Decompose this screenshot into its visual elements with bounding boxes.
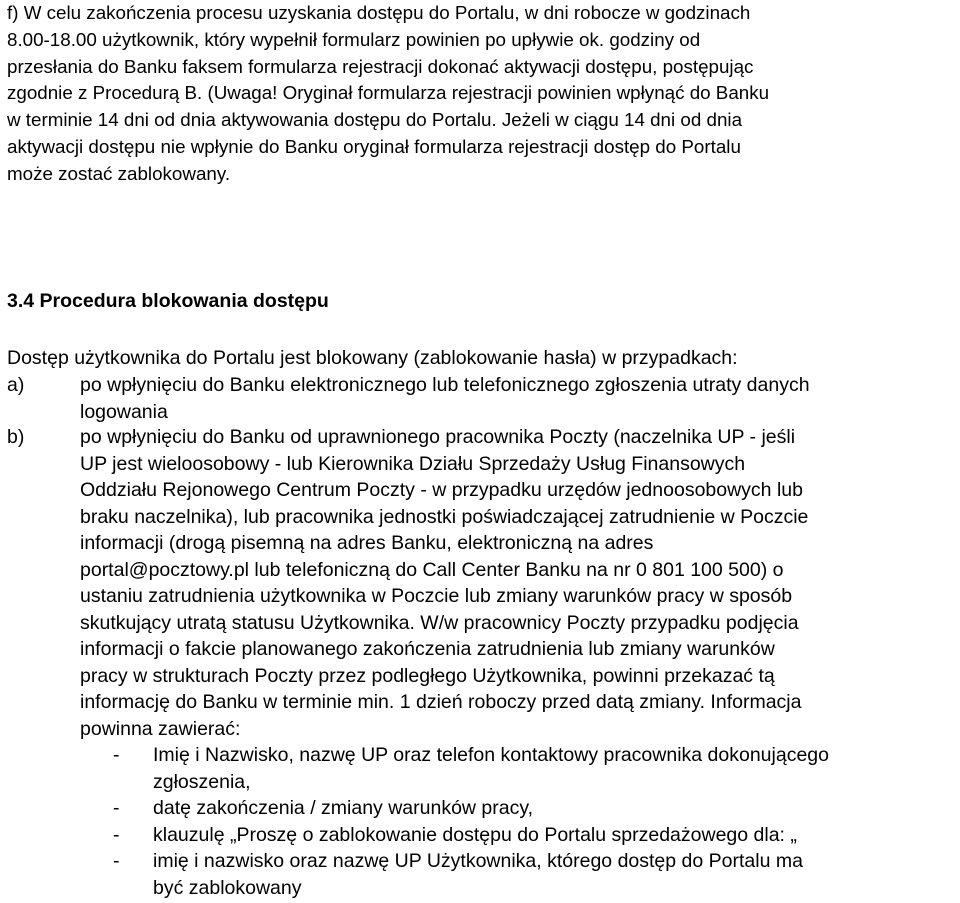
list-item-line: informację do Banku w terminie min. 1 dzień roboczy przed datą zmiany. Informacja — [80, 691, 802, 713]
paragraph-f-line: może zostać zablokowany. — [7, 162, 231, 184]
dash-bullet: - — [113, 823, 120, 846]
list-marker-b: b) — [7, 426, 25, 448]
list-item-line: po wpłynięciu do Banku od uprawnionego pracownika Poczty (naczelnika UP - jeśli — [80, 426, 796, 448]
required-info-item — [113, 822, 958, 849]
required-info-line: Imię i Nazwisko, nazwę UP oraz telefon kontaktowy pracownika dokonującego — [153, 744, 829, 766]
list-item-b-text — [80, 424, 957, 742]
required-info-item — [113, 848, 958, 901]
list-item-line: UP jest wieloosobowy - lub Kierownika Działu Sprzedaży Usług Finansowych — [80, 452, 746, 475]
paragraph-f-line: aktywacji dostępu nie wpłynie do Banku oryginał formularza rejestracji dostęp do Portalu — [7, 135, 741, 157]
dash-bullet: - — [113, 797, 120, 819]
section-intro: Dostęp użytkownika do Portalu jest blokowany (zablokowanie hasła) w przypadkach: — [7, 347, 738, 369]
required-info-line: datę zakończenia / zmiany warunków pracy, — [153, 797, 534, 819]
list-item-line: po wpłynięciu do Banku elektronicznego lub telefonicznego zgłoszenia utraty danych — [80, 374, 810, 396]
required-info-line: klauzulę „Proszę o zablokowanie dostępu do Portalu sprzedażowego dla: „ — [153, 823, 797, 846]
paragraph-f-line: 8.00-18.00 użytkownik, który wypełnił formularz powinien po upływie ok. godziny od — [7, 28, 701, 50]
list-item-line: pracy w strukturach Poczty przez podległego Użytkownika, powinni przekazać tą — [80, 664, 775, 687]
list-marker-a: a) — [7, 374, 25, 396]
paragraph-f — [7, 0, 955, 188]
list-item-a-text — [80, 372, 957, 425]
paragraph-f-line: f) W celu zakończenia procesu uzyskania dostępu do Portalu, w dni robocze w godzinach — [7, 2, 751, 23]
list-item-line: ustaniu zatrudnienia użytkownika w Poczcie lub zmiany warunków pracy w sposób — [80, 585, 793, 607]
list-item-line: informacji (drogą pisemną na adres Banku, elektroniczną na adres — [80, 532, 654, 554]
required-info-line: zgłoszenia, — [153, 770, 251, 793]
required-info-item — [113, 795, 958, 822]
dash-bullet: - — [113, 850, 120, 872]
list-item-line: braku naczelnika), lub pracownika jednostki poświadczającej zatrudnienie w Poczcie — [80, 505, 809, 528]
list-item-line: informacji o fakcie planowanego zakończenia zatrudnienia lub zmiany warunków — [80, 638, 775, 660]
list-item-line: Oddziału Rejonowego Centrum Poczty - w przypadku urzędów jednoosobowych lub — [80, 479, 803, 501]
list-item-line: powinna zawierać: — [80, 717, 241, 740]
list-item-line: skutkujący utratą statusu Użytkownika. W/w pracownicy Poczty przypadku podjęcia — [80, 611, 799, 634]
paragraph-f-line: w terminie 14 dni od dnia aktywowania dostępu do Portalu. Jeżeli w ciągu 14 dni od dnia — [7, 109, 743, 131]
paragraph-f-line: zgodnie z Procedurą B. (Uwaga! Oryginał formularza rejestracji powinien wpłynąć do Banku — [7, 82, 770, 104]
required-info-line: być zablokowany — [153, 876, 302, 899]
paragraph-f-line: przesłania do Banku faksem formularza rejestracji dokonać aktywacji dostępu, postępując — [7, 55, 754, 77]
dash-bullet: - — [113, 744, 120, 766]
required-info-list — [113, 742, 958, 901]
list-item-line: logowania — [80, 400, 168, 423]
required-info-item — [113, 742, 958, 795]
list-item-line: portal@pocztowy.pl lub telefoniczną do Call Center Banku na nr 0 801 100 500) o — [80, 558, 784, 581]
list-item-b — [7, 424, 957, 742]
required-info-line: imię i nazwisko oraz nazwę UP Użytkownika, którego dostęp do Portalu ma — [153, 850, 803, 872]
section-heading: 3.4 Procedura blokowania dostępu — [7, 290, 329, 312]
list-item-a — [7, 372, 957, 425]
